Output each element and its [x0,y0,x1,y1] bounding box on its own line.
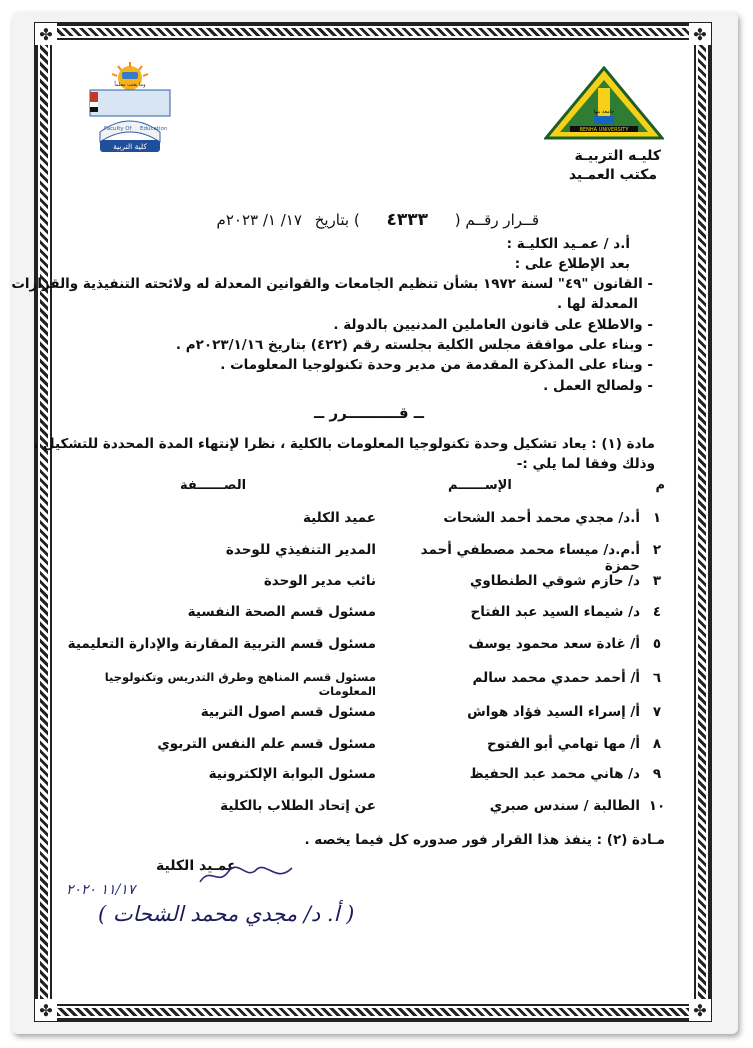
university-name-en: BENHA UNIVERSITY [579,127,629,133]
corner-ornament-icon: ✤ [689,999,711,1021]
table-row [60,542,676,574]
logo-text-en: Faculty Of [104,126,132,132]
review-line: - والاطلاع على قانون العاملين المدنيين بالدولة . [333,317,653,333]
table-row [60,604,676,626]
decision-prefix: قــرار رقــم ( [454,211,539,229]
decision-date-label: ) بتاريخ [314,211,360,229]
review-line: - ولصالح العمل . [543,378,653,394]
handwritten-date: ١١/١٧ ٢٠٢٠ [66,882,136,898]
corner-ornament-icon: ✤ [35,999,57,1021]
corner-ornament-icon: ✤ [35,23,57,45]
logo-text-en2: Education [140,126,168,132]
row-role: مسئول قسم اصول التربية [200,704,376,720]
review-line: - القانون "٤٩" لسنة ١٩٧٢ بشأن تنظيم الجامعات والقوانين المعدلة له ولائحته التنفيذية والقرارات [11,276,653,292]
col-header-num: م [655,478,665,493]
row-num: ٨ [652,736,662,752]
table-row [60,573,676,595]
row-role: مسئول البوابة الإلكترونية [208,766,376,782]
row-name: أ/ مها تهامي أبو الفتوح [486,736,640,752]
logo-text-ar: كلية التربية [113,142,147,151]
row-num: ٥ [652,636,662,652]
row-num: ٩ [652,766,662,782]
signatory-name: ( أ. د/ مجدي محمد الشحات ) [98,902,355,926]
article-1: مادة (١) : يعاد تشكيل وحدة تكنولوجيا المعلومات بالكلية ، نظرا لإنتهاء المدة المحددة للتشكيل ، [33,436,655,452]
row-num: ٢ [652,542,662,558]
row-num: ١٠ [648,798,666,814]
row-num: ٦ [652,670,662,686]
table-row [60,636,676,658]
col-header-role: الصــــــفة [180,478,247,493]
table-row [60,766,676,788]
decision-date: ١٧/ ١/ ٢٠٢٣م [216,211,302,229]
row-num: ١ [652,510,662,526]
table-row [60,510,676,532]
table-row [60,670,676,698]
table-row [60,704,676,726]
article-1-cont: وذلك وفقا لما يلي :- [516,456,655,472]
row-role: عميد الكلية [302,510,376,526]
table-row [60,736,676,758]
review-line: - وبناء على المذكرة المقدمة من مدير وحدة تكنولوجيا المعلومات . [220,357,653,373]
row-name: د/ هاني محمد عبد الحفيظ [469,766,640,782]
row-name: الطالبة / سندس صبري [489,798,640,814]
review-line: - وبناء على موافقة مجلس الكلية بجلسته رقم (٤٢٢) بتاريخ ٢٠٢٣/١/١٦م . [175,337,653,353]
row-role: مسئول قسم المناهج وطرق التدريس وتكنولوجيا المعلومات [104,670,376,698]
signature-title: عمـيد الكلية [156,858,237,874]
row-num: ٧ [652,704,662,720]
university-logo [544,66,664,142]
row-num: ٣ [652,573,662,589]
row-num: ٤ [652,604,662,620]
col-header-name: الإســــــم [448,478,512,493]
row-name: أ.د/ مجدي محمد أحمد الشحات [443,510,640,526]
row-role: مسئول قسم التربية المقارنة والإدارة التعليمية [67,636,376,652]
row-name: أ/ أحمد حمدي محمد سالم [472,670,640,686]
table-row [60,798,676,820]
decision-number: ٤٣٣٣ [386,210,428,230]
row-name: د/ شيماء السيد عبد الفتاح [470,604,640,620]
row-role: مسئول قسم الصحة النفسية [187,604,376,620]
university-name-ar: جامعة بنها [593,109,615,115]
row-name: أ/ إسراء السيد فؤاد هواش [467,704,640,720]
addressee: أ.د / عمـيد الكليـة : [506,236,630,252]
row-role: عن إتحاد الطلاب بالكلية [220,798,376,814]
faculty-name: كليـه التربيـة [574,148,661,164]
dean-office: مكتب العمـيد [568,167,657,183]
article-2: مـادة (٢) : ينفذ هذا القرار فور صدوره كل فيما يخصه . [304,832,665,848]
faculty-logo [82,62,178,154]
row-name: أ.م.د/ ميساء محمد مصطفي أحمد حمزة [420,542,640,574]
decision-number-line [217,210,539,230]
review-line: المعدلة لها . [557,296,638,312]
decides-heading: ــ قــــــــــرر ــ [314,404,425,422]
after-review: بعد الإطلاع على : [514,256,630,272]
row-role: مسئول قسم علم النفس التربوي [157,736,376,752]
row-role: المدير التنفيذي للوحدة [225,542,376,558]
row-name: أ/ غادة سعد محمود يوسف [468,636,640,652]
handwritten-signature [196,860,306,890]
row-role: نائب مدير الوحدة [263,573,376,589]
row-name: د/ حازم شوقي الطنطاوي [469,573,640,589]
logo-motto: وما بعثت معلماً [114,82,146,88]
corner-ornament-icon: ✤ [689,23,711,45]
